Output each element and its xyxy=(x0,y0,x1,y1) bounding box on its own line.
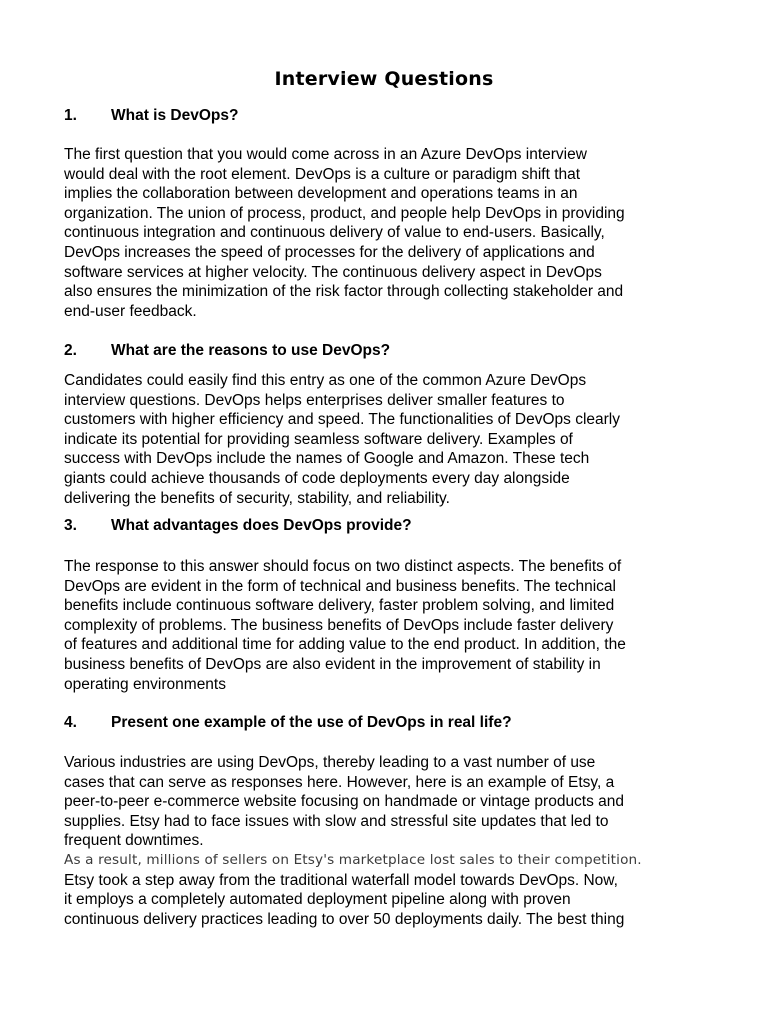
answer-2-paragraph xyxy=(64,371,704,508)
text-line: software services at higher velocity. The continuous delivery aspect in DevOps xyxy=(64,263,602,281)
text-line: Candidates could easily find this entry as one of the common Azure DevOps xyxy=(64,372,587,389)
text-line: end-user feedback. xyxy=(64,302,197,320)
page-title: Interview Questions xyxy=(274,68,494,90)
question-number: 4. xyxy=(64,714,77,731)
question-text: Present one example of the use of DevOps in real life? xyxy=(111,714,512,731)
question-text: What is DevOps? xyxy=(111,107,239,124)
question-3-heading xyxy=(64,516,704,536)
text-line: it employs a completely automated deployment pipeline along with proven xyxy=(64,891,571,909)
question-text: What are the reasons to use DevOps? xyxy=(111,342,391,359)
text-line: peer-to-peer e-commerce website focusing on handmade or vintage products and xyxy=(64,793,625,811)
text-line: continuous integration and continuous delivery of value to end-users. Basically, xyxy=(64,224,605,242)
text-line: Various industries are using DevOps, thereby leading to a vast number of use xyxy=(64,754,596,771)
question-number: 3. xyxy=(64,517,77,534)
question-1-heading xyxy=(64,106,704,126)
question-number: 1. xyxy=(64,107,77,124)
text-line: continuous delivery practices leading to over 50 deployments daily. The best thing xyxy=(64,910,625,928)
answer-4-paragraph xyxy=(64,753,704,929)
text-line: business benefits of DevOps are also evident in the improvement of stability in xyxy=(64,655,601,673)
text-line: organization. The union of process, product, and people help DevOps in providing xyxy=(64,204,625,222)
text-line: giants could achieve thousands of code deployments every day alongside xyxy=(64,469,570,487)
text-line: The first question that you would come across in an Azure DevOps interview xyxy=(64,146,587,163)
text-line: of features and additional time for adding value to the end product. In addition, the xyxy=(64,636,626,654)
text-line: DevOps increases the speed of processes for the delivery of applications and xyxy=(64,243,595,261)
text-line: indicate its potential for providing seamless software delivery. Examples of xyxy=(64,430,573,448)
question-2-heading xyxy=(64,341,704,361)
text-line: As a result, millions of sellers on Etsy's marketplace lost sales to their competition. xyxy=(64,851,642,868)
text-line: Etsy took a step away from the traditional waterfall model towards DevOps. Now, xyxy=(64,871,618,889)
text-line: DevOps are evident in the form of technical and business benefits. The technical xyxy=(64,577,616,595)
question-number: 2. xyxy=(64,342,77,359)
text-line: delivering the benefits of security, stability, and reliability. xyxy=(64,489,450,507)
text-line: The response to this answer should focus on two distinct aspects. The benefits of xyxy=(64,558,622,575)
text-line: cases that can serve as responses here. However, here is an example of Etsy, a xyxy=(64,773,615,791)
text-line: implies the collaboration between development and operations teams in an xyxy=(64,185,578,203)
question-4-heading xyxy=(64,713,704,733)
answer-3-paragraph xyxy=(64,557,704,694)
text-line: complexity of problems. The business benefits of DevOps include faster delivery xyxy=(64,616,614,634)
text-line: operating environments xyxy=(64,675,226,693)
text-line: supplies. Etsy had to face issues with slow and stressful site updates that led to xyxy=(64,812,609,830)
text-line: frequent downtimes. xyxy=(64,832,204,850)
text-line: interview questions. DevOps helps enterprises deliver smaller features to xyxy=(64,391,565,409)
text-line: customers with higher efficiency and speed. The functionalities of DevOps clearly xyxy=(64,411,620,429)
text-line: success with DevOps include the names of Google and Amazon. These tech xyxy=(64,450,590,468)
question-text: What advantages does DevOps provide? xyxy=(111,517,412,534)
text-line: benefits include continuous software delivery, faster problem solving, and limited xyxy=(64,597,615,615)
text-line: would deal with the root element. DevOps is a culture or paradigm shift that xyxy=(64,165,581,183)
text-line: also ensures the minimization of the risk factor through collecting stakeholder and xyxy=(64,283,624,301)
answer-1-paragraph xyxy=(64,145,704,321)
